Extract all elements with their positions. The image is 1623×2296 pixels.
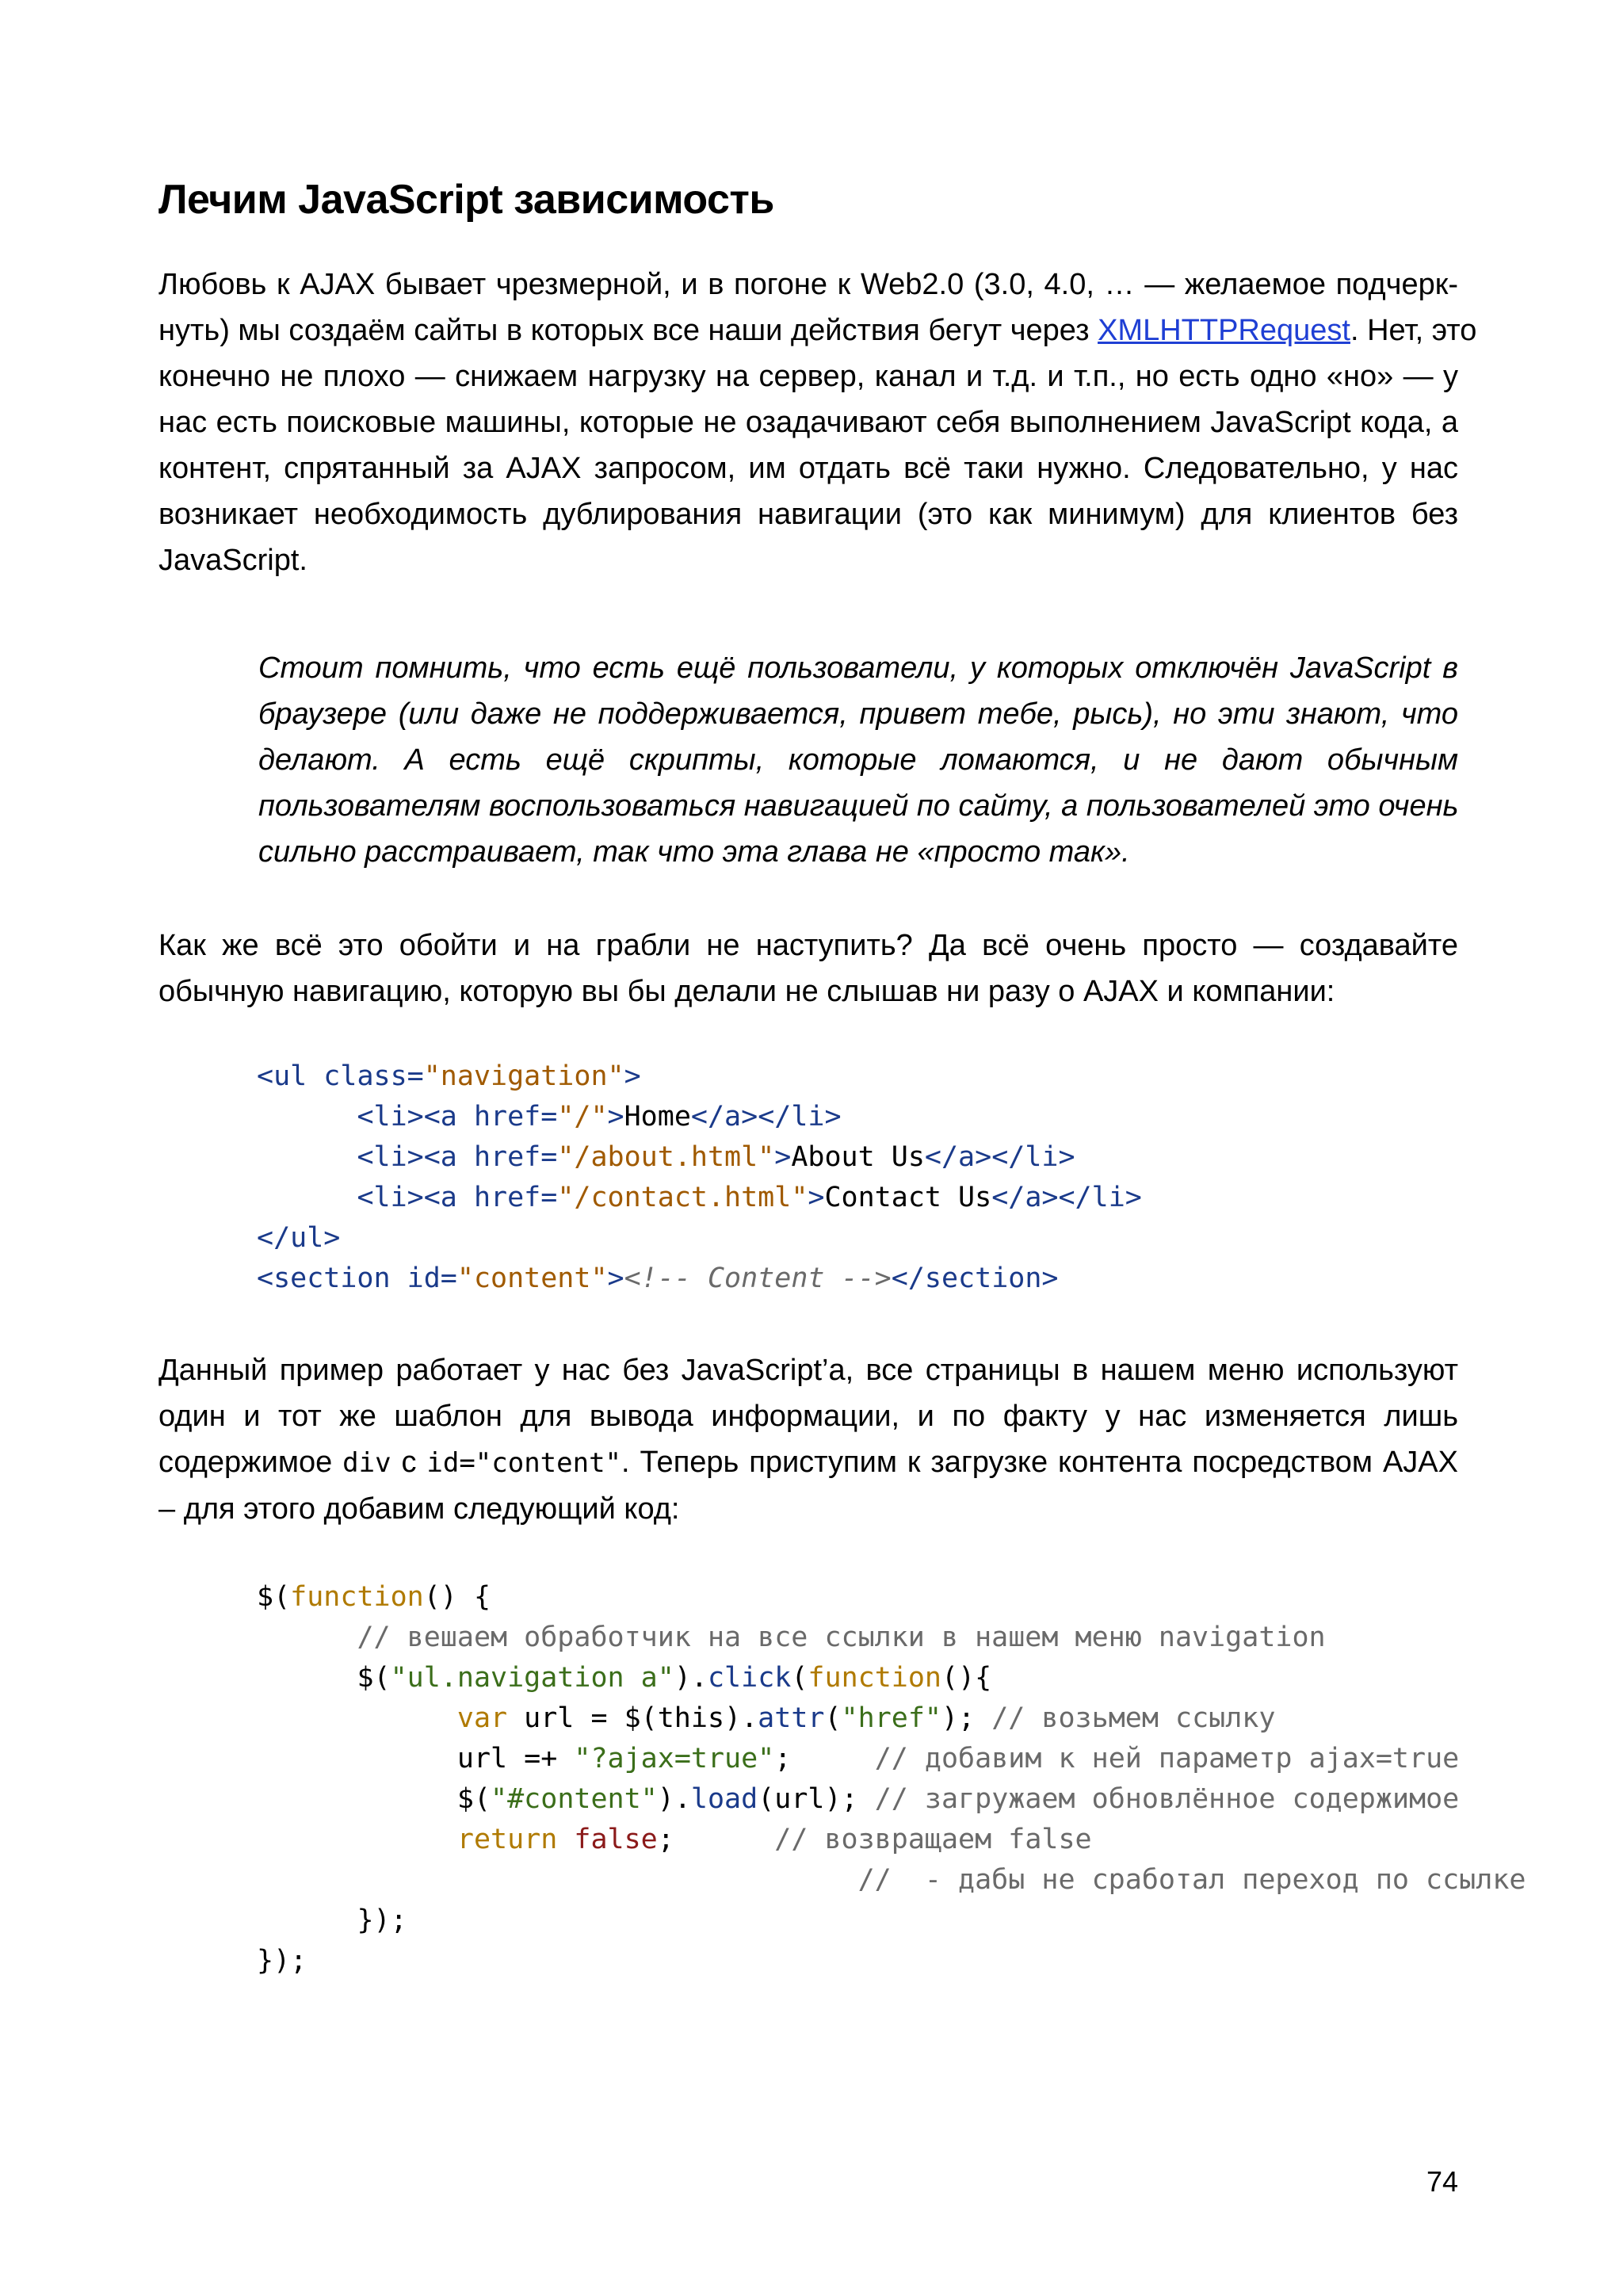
code-line: <ul class="navigation">	[257, 1060, 641, 1092]
text-segment: . Нет, это	[1350, 314, 1477, 347]
text-line: Стоит помнить, что есть ещё пользователи, у которых отключён JavaScript в	[258, 651, 1458, 685]
text-line: один и тот же шаблон для вывода информации, и по факту у нас изменяется лишь	[158, 1400, 1458, 1433]
code-line: $("#content").load(url); // загружаем обновлённое содержимое	[456, 1783, 1460, 1815]
text-line	[158, 1439, 1458, 1486]
code-line: });	[257, 1945, 307, 1977]
text-line: Любовь к AJAX бывает чрезмерной, и в погоне к Web2.0 (3.0, 4.0, … — желаемое подчерк-	[158, 268, 1458, 301]
inline-code: id="content"	[426, 1447, 622, 1479]
inline-code: div	[342, 1447, 391, 1479]
text-line: контент, спрятанный за AJAX запросом, им отдать всё таки нужно. Следовательно, у нас	[158, 452, 1458, 485]
text-segment: содержимое	[158, 1446, 343, 1479]
code-line: });	[357, 1904, 407, 1936]
text-line: Данный пример работает у нас без JavaScript’a, все страницы в нашем меню используют	[158, 1354, 1458, 1387]
page-title: Лечим JavaScript зависимость	[158, 177, 774, 223]
text-line: пользователям воспользоваться навигацией по сайту, а пользователей это очень	[258, 789, 1459, 823]
code-line: <section id="content"><!-- Content --></section>	[257, 1263, 1059, 1294]
code-line: // вешаем обработчик на все ссылки в нашем меню navigation	[357, 1622, 1326, 1653]
text-line: JavaScript.	[158, 544, 307, 577]
xmlhttprequest-link[interactable]: XMLHTTPRequest	[1098, 314, 1350, 347]
text-segment: . Теперь приступим к загрузке контента посредством AJAX	[621, 1446, 1459, 1479]
text-line	[158, 308, 1477, 353]
text-line: обычную навигацию, которую вы бы делали не слышав ни разу о AJAX и компании:	[158, 975, 1335, 1008]
page-number: 74	[1426, 2165, 1458, 2198]
text-segment: нуть) мы создаём сайты в которых все наши действия бегут через	[158, 314, 1098, 347]
paragraph-intro	[158, 262, 1477, 583]
code-line: <li><a href="/contact.html">Contact Us</a></li>	[357, 1182, 1142, 1213]
code-line: </ul>	[257, 1222, 341, 1254]
code-line: return false; // возвращаем false	[456, 1824, 1092, 1855]
text-segment: с	[391, 1446, 427, 1479]
paragraph-navigation	[158, 923, 1458, 1014]
text-line: сильно расстраивает, так что эта глава не «просто так».	[258, 835, 1130, 869]
text-line: делают. А есть ещё скрипты, которые ломаются, и не дают обычным	[258, 743, 1458, 777]
document-page	[158, 0, 1526, 2296]
text-line: конечно не плохо — снижаем нагрузку на сервер, канал и т.д. и т.п., но есть одно «но» — у	[158, 360, 1458, 393]
code-line: $("ul.navigation a").click(function(){	[357, 1662, 992, 1694]
code-line: // - дабы не сработал переход по ссылке	[857, 1864, 1526, 1896]
js-code-block	[257, 1577, 1526, 1981]
code-line: var url = $(this).attr("href"); // возьмем ссылку	[456, 1702, 1276, 1734]
text-line: – для этого добавим следующий код:	[158, 1492, 680, 1526]
text-line: браузере (или даже не поддерживается, привет тебе, рысь), но эти знают, что	[258, 697, 1458, 731]
text-line: Как же всё это обойти и на грабли не наступить? Да всё очень просто — создавайте	[158, 929, 1458, 962]
text-line: нас есть поисковые машины, которые не озадачивают себя выполнением JavaScript кода, а	[158, 406, 1458, 439]
code-line: url =+ "?ajax=true"; // добавим к ней параметр ajax=true	[456, 1743, 1460, 1775]
code-line: <li><a href="/about.html">About Us</a></li>	[357, 1141, 1075, 1173]
text-line: возникает необходимость дублирования навигации (это как минимум) для клиентов без	[158, 498, 1458, 531]
code-line: <li><a href="/">Home</a></li>	[357, 1101, 842, 1133]
italic-note	[258, 645, 1458, 875]
html-code-block	[257, 1056, 1142, 1299]
code-line: $(function() {	[257, 1581, 491, 1613]
paragraph-explanation	[158, 1347, 1458, 1532]
